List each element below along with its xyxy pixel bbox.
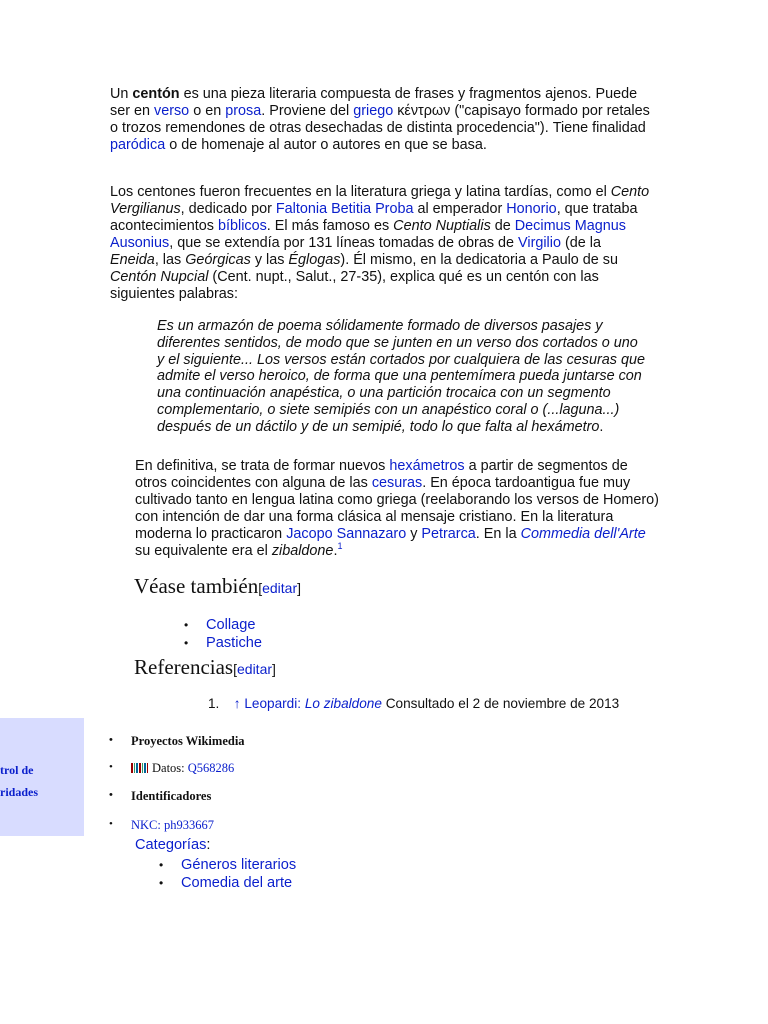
italic-title: Églogas [288,252,341,268]
text: o en [193,103,222,119]
italic-title: Cento Nuptialis [393,218,491,234]
text: , las [154,252,182,268]
text: Los centones fueron frecuentes en la literatura griega y latina tardías, como el [110,184,607,200]
italic-title: Geórgicas [185,252,251,268]
term-bold: centón [132,86,180,102]
italic-title: Cento Vergilianus [110,184,650,217]
link-verso[interactable]: verso [154,103,190,119]
link-petrarca[interactable]: Petrarca [421,526,476,542]
list-item [131,818,214,833]
text: κέντρων ("capisayo formado por retales o trozos remendones de otras desechadas de distinta procedencia"). Tiene finalidad [110,103,650,136]
section-heading-vease [134,573,301,601]
category-link[interactable]: Comedia del arte [181,875,293,891]
text: . El más famoso es [266,218,390,234]
italic-title: Eneida [110,252,155,268]
link-collage[interactable]: Collage [206,617,256,633]
text: (de la [564,235,601,251]
categories-link[interactable]: Categorías [135,837,207,853]
categories-list [181,856,296,892]
backlink-arrow-icon[interactable]: ↑ [233,696,241,711]
text: ). Él mismo, en la dedicatoria a Paulo de su [340,252,618,268]
link-pastiche[interactable]: Pastiche [206,635,262,651]
history-paragraph [110,184,650,303]
link-hexametros[interactable]: hexámetros [389,458,465,474]
ref-number: 1. [208,696,220,711]
heading-text: Referencias [134,655,234,679]
footnote-ref[interactable]: 1 [337,541,343,552]
authority-control-box [0,718,84,836]
text: . En la [475,526,517,542]
link-ausonius[interactable]: Decimus Magnus Ausonius [110,218,626,251]
text: En definitiva, se trata de formar nuevos [135,458,386,474]
link-virgilio[interactable]: Virgilio [518,235,561,251]
link-honorio[interactable]: Honorio [506,201,557,217]
ref-text: Consultado el 2 de noviembre de 2013 [385,696,620,711]
definition-paragraph [135,458,660,560]
text: . [599,418,604,435]
ref-author-link[interactable]: Leopardi: [244,696,302,711]
text: Un [110,86,129,102]
text: de [494,218,511,234]
category-link[interactable]: Géneros literarios [181,857,297,873]
italic-title: zibaldone [271,543,334,559]
link-proba[interactable]: Faltonia Betitia Proba [275,201,414,217]
authority-label[interactable]: trol de [0,763,34,777]
text: al emperador [417,201,503,217]
edit-link[interactable]: editar [237,661,273,677]
reference-item [208,695,619,712]
heading-text: Véase también [134,574,259,598]
section-heading-referencias [134,654,276,682]
list-item [206,616,262,634]
wikidata-link[interactable]: Q568286 [187,761,235,775]
text: . [333,543,338,559]
bracket: ] [297,580,302,596]
list-item [181,874,296,892]
blockquote [157,318,645,436]
text: (Cent. nupt., Salut., 27-35), explica qué es un centón con las siguientes palabras: [110,269,599,302]
link-commedia[interactable]: Commedia dell'Arte [520,526,646,542]
text: a partir de segmentos de otros coincidentes con alguna de las [135,458,628,491]
italic-title: Centón Nupcial [110,269,209,285]
list-item [181,856,296,874]
text: y las [254,252,285,268]
text: . En época tardoantigua fue muy cultivado tanto en lengua latina como griega (reelaborando los versos de Homero) con intención de dar una forma clásica al mensaje cristiano. En la literatura moderna lo practicaron [135,475,659,542]
quote-text: Es un armazón de poema sólidamente formado de diversos pasajes y diferentes sentidos, de modo que se junten en un verso dos cortados o uno y el siguiente... Los versos están cortados por cualquiera de las cesuras que admite el verso heroico, de forma que una pentemímera pueda juntarse con una continuación anapéstica, o una partición trocaica con un segmento complementario, o siete semipiés con un anapéstico coral o (...laguna...) después de un dáctilo y de un semipié, todo lo que falta al hexámetro [157,318,645,435]
text: su equivalente era el [135,543,268,559]
bracket: [ [233,661,237,677]
link-biblicos[interactable]: bíblicos [218,218,267,234]
link-cesuras[interactable]: cesuras [371,475,423,491]
text: , dedicado por [180,201,272,217]
categories-label-row [135,836,210,854]
link-prosa[interactable]: prosa [225,103,262,119]
intro-paragraph [110,86,650,154]
see-also-list [206,616,262,652]
proyectos-label: Proyectos Wikimedia [131,734,245,748]
nkc-link[interactable]: NKC: ph933667 [131,818,214,832]
text: , que se extendía por 131 líneas tomadas de obras de [169,235,515,251]
text: y [410,526,418,542]
text: : [206,837,211,853]
datos-label: Datos: [152,761,185,775]
bracket: [ [258,580,263,596]
authority-label[interactable]: ridades [0,785,39,799]
list-item [131,761,234,776]
identificadores-label: Identificadores [131,789,212,803]
list-item [131,734,245,749]
text: , que trataba acontecimientos [110,201,638,234]
list-item [131,789,211,804]
link-sannazaro[interactable]: Jacopo Sannazaro [286,526,407,542]
list-item [206,634,262,652]
edit-link[interactable]: editar [262,580,298,596]
link-parodica[interactable]: paródica [110,137,166,153]
wikidata-barcode-icon [131,763,148,773]
text: o de homenaje al autor o autores en que se basa. [169,137,487,153]
bracket: ] [272,661,276,677]
text: es una pieza literaria compuesta de frases y fragmentos ajenos. Puede ser en [110,86,638,119]
link-griego[interactable]: griego [353,103,394,119]
text: . Proviene del [261,103,350,119]
ref-work-link[interactable]: Lo zibaldone [304,696,382,711]
